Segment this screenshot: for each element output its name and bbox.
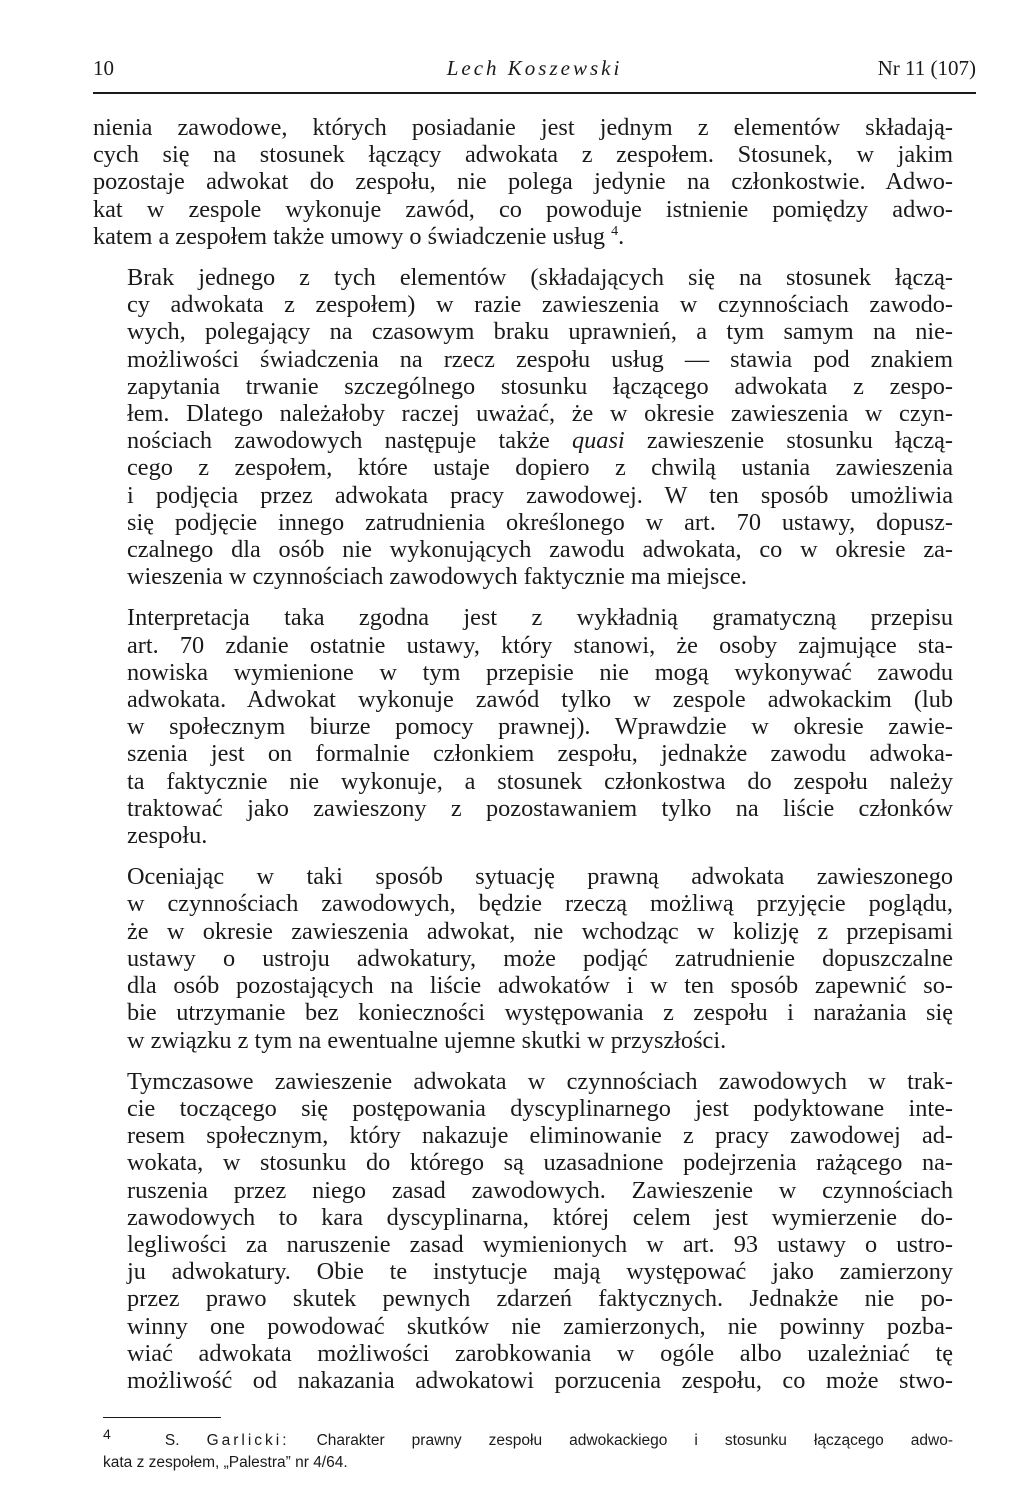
text-line: nienia zawodowe, których posiadanie jest jednym z elementów składają-	[93, 114, 953, 141]
text-line: wych, polegający na czasowym braku uprawnień, a tym samym na nie-	[127, 318, 953, 346]
text-line: Brak jednego z tych elementów (składających się na stosunek łączą-	[127, 264, 953, 292]
text-line: i podjęcia przez adwokata pracy zawodowej. W ten sposób umożliwia	[127, 481, 953, 509]
text-line: Oceniając w taki sposób sytuację prawną adwokata zawieszonego	[127, 863, 953, 891]
text-line: Interpretacja taka zgodna jest z wykładnią gramatyczną przepisu	[127, 604, 953, 632]
text-line: szenia jest on formalnie członkiem zespołu, jednakże zawodu adwoka-	[127, 740, 953, 768]
text-line: wiać adwokata możliwości zarobkowania w ogóle albo uzależniać tę	[127, 1339, 953, 1367]
text-line: cego z zespołem, które ustaje dopiero z chwilą ustania zawieszenia	[127, 454, 953, 482]
text-line: resem społecznym, który nakazuje eliminowanie z pracy zawodowej ad-	[127, 1122, 953, 1150]
page-number: 10	[93, 56, 114, 80]
text-line	[93, 223, 953, 250]
footnote-marker: 4	[103, 1425, 111, 1442]
italic-term: quasi	[572, 427, 625, 455]
footnote-rule	[103, 1417, 221, 1418]
text-line	[93, 427, 953, 454]
text-line: ruszenia przez niego zasad zawodowych. Zawieszenie w czynnościach	[127, 1176, 953, 1204]
footnote	[103, 1425, 954, 1474]
paragraph-4	[93, 863, 953, 1053]
issue-number: Nr 11 (107)	[877, 56, 976, 80]
text-line: Tymczasowe zawieszenie adwokata w czynnościach zawodowych w trak-	[127, 1067, 953, 1095]
text-line: możliwości świadczenia na rzecz zespołu usług — stawia pod znakiem	[127, 345, 953, 373]
text-line: możliwość od nakazania adwokatowi porzucenia zespołu, co może stwo-	[127, 1366, 953, 1394]
text-line: zespołu.	[127, 822, 208, 850]
text-line: nowiska wymienione w tym przepisie nie mogą wykonywać zawodu	[127, 658, 953, 686]
footnote-line: kata z zespołem, „Palestra” nr 4/64.	[103, 1454, 348, 1471]
header-rule	[93, 92, 976, 94]
text-fragment: katem a zespołem także umowy o świadczenie usług	[93, 222, 606, 250]
text-line: wokata, w stosunku do którego są uzasadnione podejrzenia rażącego na-	[127, 1149, 953, 1177]
text-line: ustawy o ustroju adwokatury, może podjąć zatrudnienie dopuszczalne	[127, 944, 953, 972]
text-line: ju adwokatury. Obie te instytucje mają występować jako zamierzony	[127, 1258, 953, 1286]
text-line: czalnego dla osób nie wykonujących zawodu adwokata, co w okresie za-	[127, 536, 953, 564]
text-line: zawodowych to kara dyscyplinarna, której celem jest wymierzenie do-	[127, 1203, 953, 1231]
text-line: traktować jako zawieszony z pozostawaniem tylko na liście członków	[127, 794, 953, 822]
text-line: łem. Dlatego należałoby raczej uważać, że w okresie zawieszenia w czyn-	[127, 400, 953, 428]
text-line: cy adwokata z zespołem) w razie zawieszenia w czynnościach zawodo-	[127, 291, 953, 319]
text-line: zapytania trwanie szczególnego stosunku łączącego adwokata z zespo-	[127, 372, 953, 400]
text-line: cych się na stosunek łączący adwokata z zespołem. Stosunek, w jakim	[93, 141, 953, 169]
text-fragment: .	[618, 222, 625, 250]
paragraph-1	[93, 114, 953, 250]
text-line: w czynnościach zawodowych, będzie rzeczą możliwą przyjęcie poglądu,	[127, 890, 953, 918]
text-line: legliwości za naruszenie zasad wymienionych w art. 93 ustawy o ustro-	[127, 1230, 953, 1258]
running-header	[93, 56, 976, 86]
text-line: pozostaje adwokat do zespołu, nie polega jedynie na członkostwie. Adwo-	[93, 168, 953, 196]
footnote-reference: 4	[611, 223, 619, 239]
paragraph-3	[93, 604, 953, 849]
text-line: cie toczącego się postępowania dyscyplinarnego jest podyktowane inte-	[127, 1094, 953, 1122]
text-line: że w okresie zawieszenia adwokat, nie wchodząc w kolizję z przepisami	[127, 917, 953, 945]
text-line: dla osób pozostających na liście adwokatów i w ten sposób zapewnić so-	[127, 972, 953, 1000]
running-title: Lech Koszewski	[446, 56, 623, 80]
footnote-title: Charakter prawny zespołu adwokackiego i stosunku łączącego adwo-	[289, 1432, 954, 1449]
text-line: art. 70 zdanie ostatnie ustawy, który stanowi, że osoby zajmujące sta-	[127, 631, 953, 659]
body-text	[93, 114, 953, 1408]
paragraph-5	[93, 1068, 953, 1394]
footnote-line	[103, 1425, 954, 1452]
footnote-author-surname: Garlicki:	[206, 1432, 290, 1449]
text-line: kat w zespole wykonuje zawód, co powoduje istnienie pomiędzy adwo-	[93, 195, 953, 223]
text-line: ta faktycznie nie wykonuje, a stosunek członkostwa do zespołu należy	[127, 767, 953, 795]
text-line: wieszenia w czynnościach zawodowych faktycznie ma miejsce.	[127, 563, 747, 591]
text-line: w związku z tym na ewentualne ujemne skutki w przyszłości.	[127, 1026, 727, 1054]
text-line: winny one powodować skutków nie zamierzonych, nie powinny pozba-	[127, 1312, 953, 1340]
text-line: w społecznym biurze pomocy prawnej). Wprawdzie w okresie zawie-	[127, 713, 953, 741]
text-line: adwokata. Adwokat wykonuje zawód tylko w zespole adwokackim (lub	[127, 686, 953, 714]
text-line: się podjęcie innego zatrudnienia określonego w art. 70 ustawy, dopusz-	[127, 508, 953, 536]
text-line: bie utrzymanie bez konieczności występowania z zespołu i narażania się	[127, 999, 953, 1027]
text-line: przez prawo skutek pewnych zdarzeń faktycznych. Jednakże nie po-	[127, 1285, 953, 1313]
paragraph-2	[93, 264, 953, 590]
footnote-author-initial: S.	[164, 1432, 180, 1449]
text-fragment: zawieszenie stosunku łączą-	[624, 427, 953, 455]
text-fragment: nościach zawodowych następuje także	[127, 427, 572, 455]
